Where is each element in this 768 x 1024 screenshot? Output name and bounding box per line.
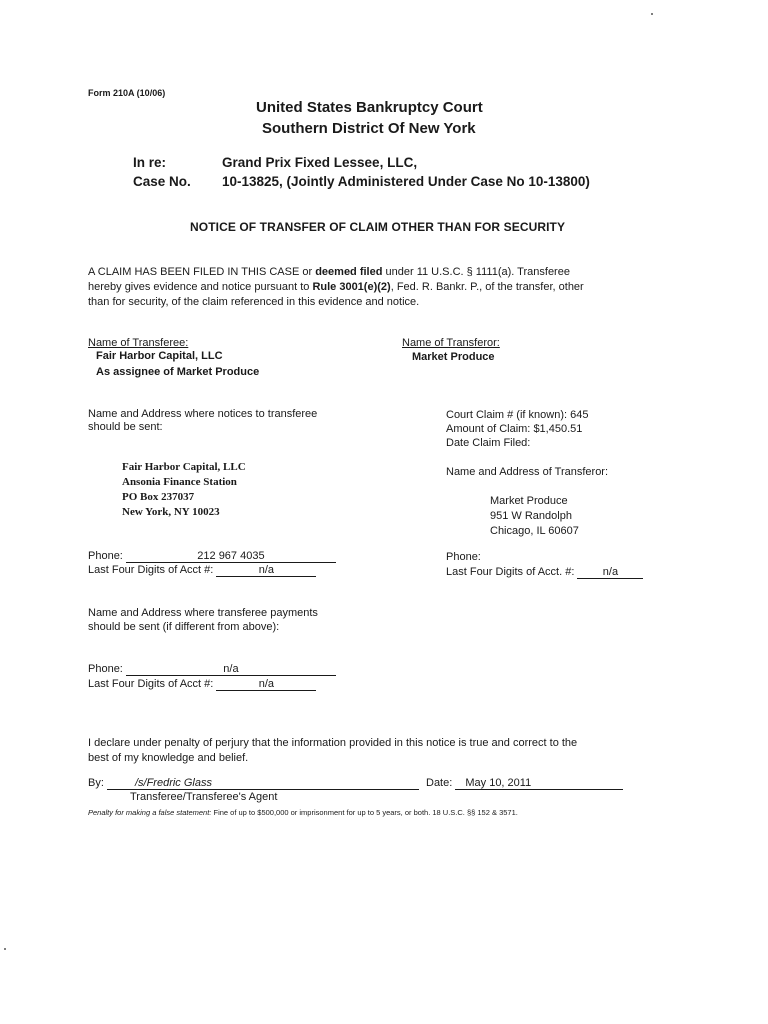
notices-address-label: should be sent: [88, 421, 163, 433]
phone-label: Phone: [88, 550, 123, 562]
intro-text: hereby gives evidence and notice pursuant to [88, 281, 313, 293]
payments-phone-row [88, 663, 336, 676]
intro-bold: deemed filed [315, 266, 383, 278]
address-line: Fair Harbor Capital, LLC [122, 461, 246, 473]
address-line: Ansonia Finance Station [122, 476, 237, 488]
payments-address-label: should be sent (if different from above): [88, 621, 280, 633]
claim-amount-value: $1,450.51 [533, 423, 583, 435]
form-number: Form 210A (10/06) [88, 88, 166, 98]
acct-value: n/a [216, 564, 316, 577]
declaration [88, 736, 577, 766]
court-claim-row [446, 409, 588, 421]
declaration-line: I declare under penalty of perjury that the information provided in this notice is true and correct to the [88, 737, 578, 749]
transferor-address-label: Name and Address of Transferor: [446, 466, 609, 478]
case-no-label: Case No. [133, 174, 191, 189]
date-label: Date: [426, 777, 453, 789]
transferee-label: Name of Transferee: [88, 337, 189, 349]
acct-value: n/a [577, 566, 643, 579]
acct-label: Last Four Digits of Acct #: [88, 678, 214, 690]
debtor-name: Grand Prix Fixed Lessee, LLC, [222, 155, 418, 170]
claim-number-value: 645 [570, 409, 589, 421]
claim-number-label: Court Claim # (if known): [446, 409, 568, 421]
acct-label: Last Four Digits of Acct. #: [446, 566, 575, 578]
court-district: Southern District Of New York [262, 120, 476, 137]
address-line: Market Produce [490, 495, 568, 507]
claim-amount-label: Amount of Claim: [446, 423, 531, 435]
transferor-label: Name of Transferor: [402, 337, 500, 349]
address-line: 951 W Randolph [490, 510, 572, 522]
notices-address-label: Name and Address where notices to transferee [88, 408, 318, 420]
date-row [426, 777, 623, 790]
payments-address-label: Name and Address where transferee payments [88, 607, 318, 619]
transferee-address [122, 460, 246, 520]
transferor-address [490, 494, 579, 539]
penalty-label: Penalty for making a false statement: [88, 808, 212, 817]
signer-role: Transferee/Transferee's Agent [130, 791, 278, 803]
transferor-acct-row [446, 566, 643, 579]
date-value: May 10, 2011 [455, 777, 623, 790]
payments-acct-row [88, 678, 316, 691]
acct-label: Last Four Digits of Acct #: [88, 564, 214, 576]
phone-value: 212 967 4035 [126, 550, 336, 563]
transferee-assignee: As assignee of Market Produce [96, 366, 260, 378]
transferee-acct-row [88, 564, 316, 577]
transferor-phone-label: Phone: [446, 551, 481, 563]
declaration-line: best of my knowledge and belief. [88, 752, 249, 764]
scan-speck [651, 13, 653, 15]
transferee-phone-row [88, 550, 336, 563]
intro-text: , Fed. R. Bankr. P., of the transfer, other [390, 281, 584, 293]
in-re-label: In re: [133, 155, 167, 170]
transferor-name: Market Produce [412, 351, 495, 363]
intro-text: A CLAIM HAS BEEN FILED IN THIS CASE or [88, 266, 316, 278]
signature-row [88, 777, 419, 790]
signature-value: /s/Fredric Glass [107, 777, 419, 790]
notice-title: NOTICE OF TRANSFER OF CLAIM OTHER THAN FOR SECURITY [190, 220, 566, 234]
penalty-text: Fine of up to $500,000 or imprisonment for up to 5 years, or both. 18 U.S.C. §§ 152 & 3571. [211, 808, 518, 817]
address-line: New York, NY 10023 [122, 506, 220, 518]
claim-amount-row [446, 423, 582, 435]
by-label: By: [88, 777, 104, 789]
date-claim-filed-label: Date Claim Filed: [446, 437, 531, 449]
address-line: PO Box 237037 [122, 491, 195, 503]
scan-speck [4, 948, 6, 950]
acct-value: n/a [216, 678, 316, 691]
intro-text: than for security, of the claim referenced in this evidence and notice. [88, 296, 420, 308]
rule-reference: Rule 3001(e)(2) [312, 281, 391, 293]
penalty-notice [88, 808, 518, 817]
intro-text: under 11 U.S.C. § 1111(a). Transferee [382, 266, 570, 278]
intro-paragraph [88, 265, 584, 310]
case-number: 10-13825, (Jointly Administered Under Case No 10-13800) [222, 174, 590, 189]
phone-value: n/a [126, 663, 336, 676]
phone-label: Phone: [88, 663, 123, 675]
address-line: Chicago, IL 60607 [490, 525, 579, 537]
court-name: United States Bankruptcy Court [256, 99, 483, 116]
transferee-name: Fair Harbor Capital, LLC [96, 350, 223, 362]
